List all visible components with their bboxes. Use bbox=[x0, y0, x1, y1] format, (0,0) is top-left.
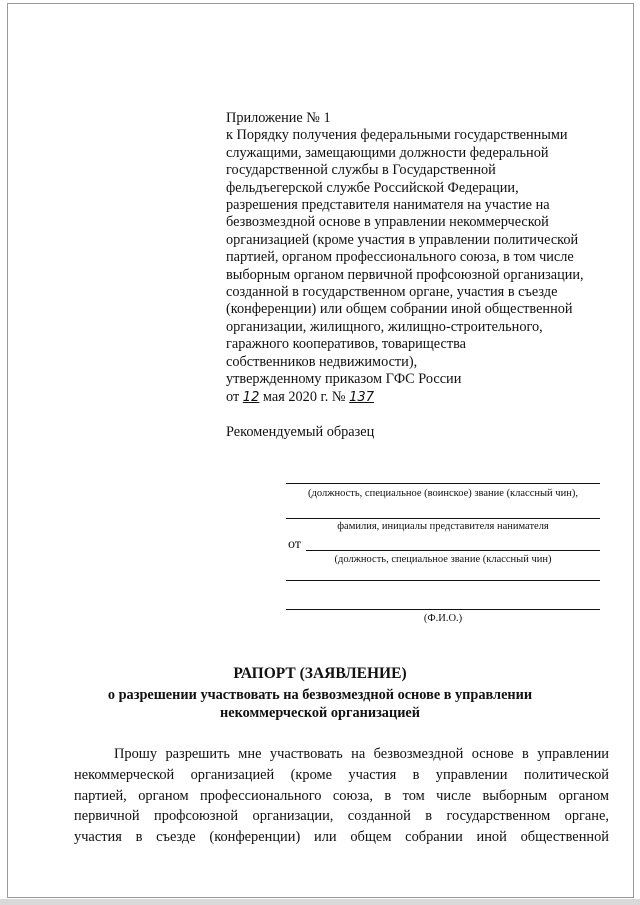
annex-line: партией, органом профессионального союза, в том числе bbox=[226, 249, 574, 266]
caption-position: (должность, специальное (воинское) звание (классный чин), bbox=[308, 488, 578, 499]
annex-block bbox=[226, 110, 616, 406]
body-line: Прошу разрешить мне участвовать на безвозмездной основе в управлении bbox=[114, 746, 609, 762]
annex-line: безвозмездной основе в управлении некоммерческой bbox=[226, 214, 549, 231]
annex-line: созданной в государственном органе, участия в съезде bbox=[226, 284, 558, 301]
date-day-handwritten: 12 bbox=[242, 389, 260, 405]
body-paragraph bbox=[74, 744, 609, 848]
recommended-sample-label: Рекомендуемый образец bbox=[226, 424, 375, 440]
annex-line: утвержденному приказом ГФС России bbox=[226, 371, 462, 388]
date-prefix: от bbox=[226, 388, 240, 405]
form-line-fio bbox=[286, 609, 600, 610]
annex-line: к Порядку получения федеральными государственными bbox=[226, 127, 568, 144]
form-line-applicant bbox=[306, 550, 600, 551]
annex-line: организации, жилищного, жилищно-строительного, bbox=[226, 318, 543, 335]
form-line-position bbox=[286, 483, 600, 484]
annex-line: разрешения представителя нанимателя на участие на bbox=[226, 197, 550, 214]
body-line: первичной профсоюзной организации, созданной в государственном органе, bbox=[74, 808, 609, 825]
order-number-handwritten: 137 bbox=[349, 389, 374, 405]
annex-line: фельдъегерской службе Российской Федерации, bbox=[226, 179, 519, 196]
annex-line: (конференции) или общем собрании иной общественной bbox=[226, 301, 573, 318]
annex-line: государственной службы в Государственной bbox=[226, 162, 496, 179]
body-line: некоммерческой организацией (кроме участия в управлении политической bbox=[74, 766, 609, 783]
body-line: партией, органом профессионального союза, в том числе выборным органом bbox=[74, 787, 609, 804]
document-subtitle-1: о разрешении участвовать на безвозмездной основе в управлении bbox=[107, 687, 533, 703]
from-label: от bbox=[288, 537, 301, 552]
annex-line: выборным органом первичной профсоюзной организации, bbox=[226, 266, 584, 283]
annex-line: служащими, замещающими должности федеральной bbox=[226, 144, 549, 161]
annex-title: Приложение № 1 bbox=[226, 110, 331, 126]
form-line-employer bbox=[286, 518, 600, 519]
annex-line: собственников недвижимости), bbox=[226, 353, 418, 370]
caption-employer: фамилия, инициалы представителя нанимателя bbox=[337, 521, 549, 532]
annex-line: организацией (кроме участия в управлении политической bbox=[226, 231, 579, 248]
annex-line: гаражного кооперативов, товарищества bbox=[226, 336, 466, 353]
page-bottom-edge bbox=[0, 899, 640, 905]
caption-position-2: (должность, специальное звание (классный чин) bbox=[334, 554, 552, 565]
body-line: участия в съезде (конференции) или общем собрании иной общественной bbox=[74, 829, 609, 846]
form-line-extra bbox=[286, 580, 600, 581]
annex-date-line bbox=[226, 389, 616, 406]
caption-fio: (Ф.И.О.) bbox=[423, 613, 463, 624]
date-middle: мая 2020 г. № bbox=[262, 388, 346, 405]
document-subtitle-2: некоммерческой организацией bbox=[219, 705, 421, 721]
document-title: РАПОРТ (ЗАЯВЛЕНИЕ) bbox=[233, 665, 407, 682]
